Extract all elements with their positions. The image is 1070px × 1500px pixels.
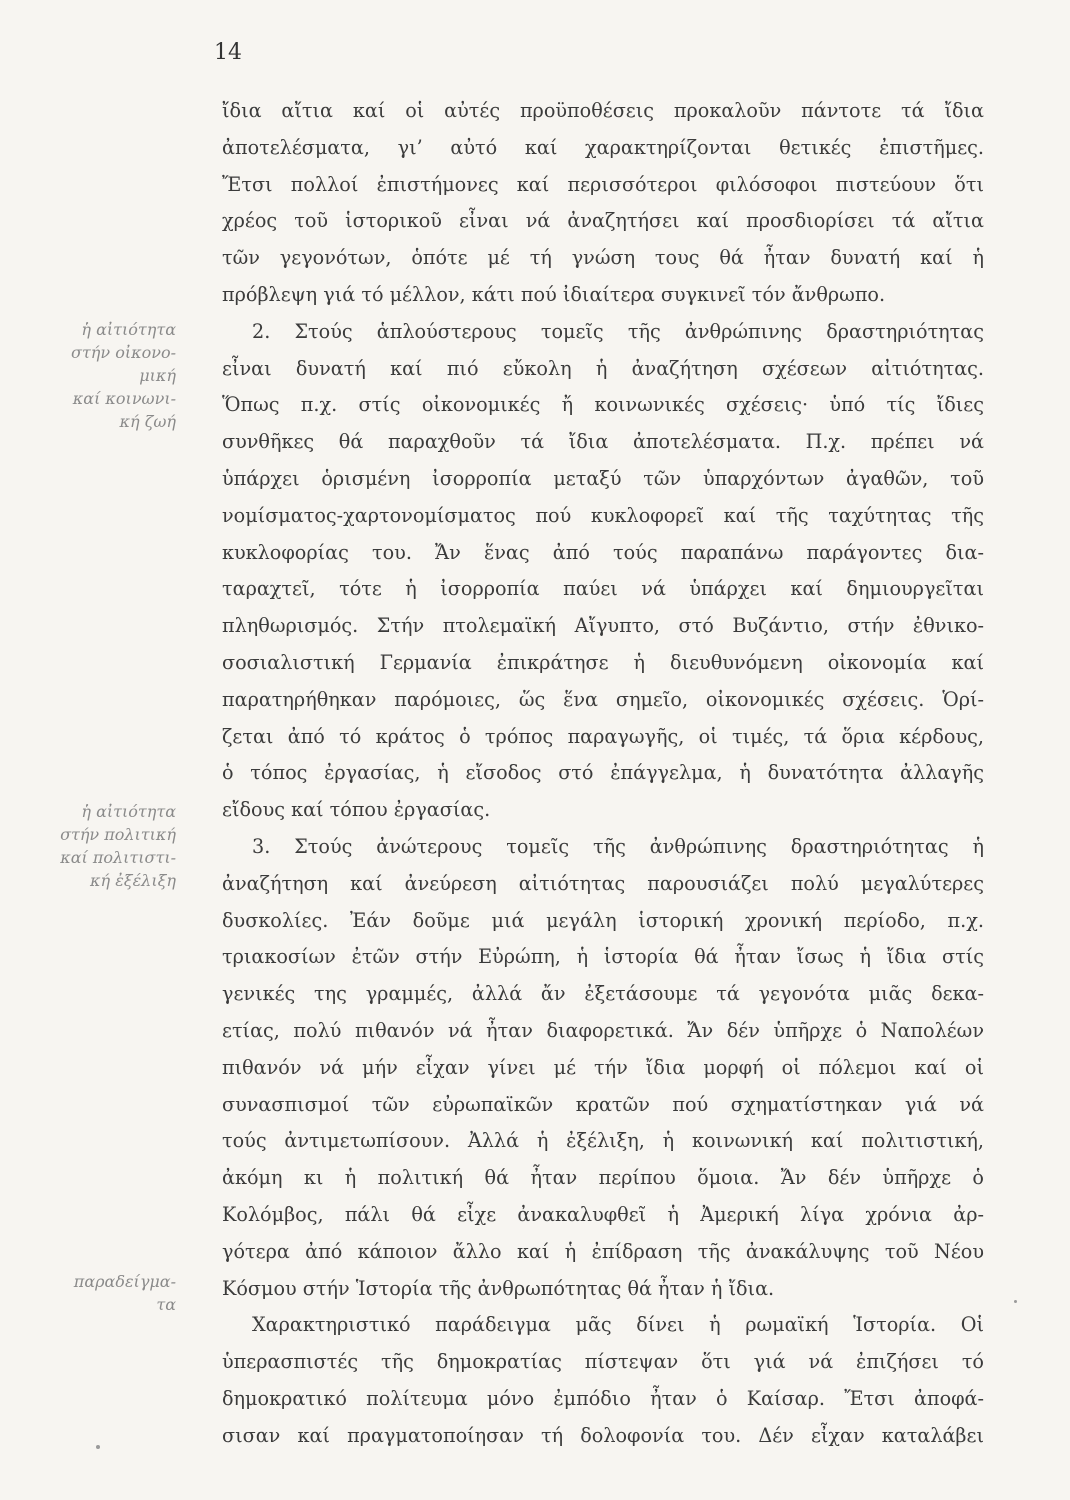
text-line: Χαρακτηριστικό παράδειγμα μᾶς δίνει ἡ ρωμαϊκή Ἱστορία. Οἱ <box>252 1313 984 1337</box>
margin-note-line: καί κοινωνι- <box>72 389 176 408</box>
margin-note-line: ἡ αἰτιότητα <box>81 320 176 339</box>
text-line: Ἔτσι πολλοί ἐπιστήμονες καί περισσότεροι φιλόσοφοι πιστεύουν ὅτι <box>222 172 984 196</box>
text-line: τριακοσίων ἐτῶν στήν Εὐρώπη, ἡ ἱστορία θά ἦταν ἴσως ἡ ἴδια στίς <box>222 945 984 969</box>
margin-note-line: κή ἐξέλιξη <box>90 871 176 890</box>
text-line: ὑπάρχει ὁρισμένη ἰσορροπία μεταξύ τῶν ὑπαρχόντων ἀγαθῶν, τοῦ <box>222 466 984 490</box>
text-line: παρατηρήθηκαν παρόμοιες, ὥς ἕνα σημεῖο, οἰκονομικές σχέσεις. Ὁρί- <box>222 687 984 711</box>
text-line: συνασπισμοί τῶν εὐρωπαϊκῶν κρατῶν πού σχηματίστηκαν γιά νά <box>222 1092 984 1116</box>
text-line: δυσκολίες. Ἐάν δοῦμε μιά μεγάλη ἱστορική χρονική περίοδο, π.χ. <box>222 908 984 932</box>
page-number: 14 <box>214 40 242 65</box>
text-line: τῶν γεγονότων, ὁπότε μέ τή γνώση τους θά ἦταν δυνατή καί ἡ <box>222 246 984 270</box>
text-line: κυκλοφορίας του. Ἄν ἕνας ἀπό τούς παραπάνω παράγοντες δια- <box>222 540 984 564</box>
text-line: 2. Στούς ἁπλούστερους τομεῖς τῆς ἀνθρώπινης δραστηριότητας <box>252 319 984 343</box>
margin-note-line: μική <box>139 366 176 385</box>
text-line: πιθανόν νά μήν εἶχαν γίνει μέ τήν ἴδια μορφή οἱ πόλεμοι καί οἱ <box>222 1055 984 1079</box>
body-text <box>222 93 984 1454</box>
text-line: σοσιαλιστική Γερμανία ἐπικράτησε ἡ διευθυνόμενη οἰκονομία καί <box>222 650 984 674</box>
text-line: συνθῆκες θά παραχθοῦν τά ἴδια ἀποτελέσματα. Π.χ. πρέπει νά <box>222 430 984 454</box>
margin-note-economic-causality <box>26 318 176 433</box>
text-line: γότερα ἀπό κάποιον ἄλλο καί ἡ ἐπίδραση τῆς ἀνακάλυψης τοῦ Νέου <box>222 1239 984 1263</box>
text-line: εἴδους καί τόπου ἐργασίας. <box>222 798 491 822</box>
margin-note-line: στήν πολιτική <box>60 825 176 844</box>
text-line: ἀκόμη κι ἡ πολιτική θά ἦταν περίπου ὅμοια. Ἄν δέν ὑπῆρχε ὁ <box>222 1166 984 1190</box>
text-line: νομίσματος-χαρτονομίσματος πού κυκλοφορεῖ καί τῆς ταχύτητας τῆς <box>222 503 984 527</box>
text-line: Κολόμβος, πάλι θά εἶχε ἀνακαλυφθεῖ ἡ Ἀμερική λίγα χρόνια ἀρ- <box>222 1202 984 1226</box>
text-line: τούς ἀντιμετωπίσουν. Ἀλλά ἡ ἐξέλιξη, ἡ κοινωνική καί πολιτιστική, <box>222 1129 984 1153</box>
text-line: ἀποτελέσματα, γι’ αὐτό καί χαρακτηρίζονται θετικές ἐπιστῆμες. <box>222 135 984 159</box>
text-line: ὑπερασπιστές τῆς δημοκρατίας πίστεψαν ὅτι γιά νά ἐπιζήσει τό <box>222 1350 984 1374</box>
text-line: δημοκρατικό πολίτευμα μόνο ἐμπόδιο ἦταν ὁ Καίσαρ. Ἔτσι ἀποφά- <box>222 1386 984 1410</box>
text-line: ζεται ἀπό τό κράτος ὁ τρόπος παραγωγῆς, οἱ τιμές, τά ὅρια κέρδους, <box>222 724 984 748</box>
text-line: σισαν καί πραγματοποίησαν τή δολοφονία του. Δέν εἶχαν καταλάβει <box>222 1423 984 1447</box>
margin-note-political-causality <box>26 800 176 892</box>
margin-note-line: ἡ αἰτιότητα <box>81 802 176 821</box>
text-line: γενικές της γραμμές, ἀλλά ἄν ἐξετάσουμε τά γεγονότα μιᾶς δεκα- <box>222 982 984 1006</box>
margin-note-line: παραδείγμα- <box>73 1272 176 1291</box>
scan-speck <box>1014 1300 1017 1303</box>
text-line: 3. Στούς ἀνώτερους τομεῖς τῆς ἀνθρώπινης δραστηριότητας ἡ <box>252 834 984 858</box>
text-line: ἴδια αἴτια καί οἱ αὐτές προϋποθέσεις προκαλοῦν πάντοτε τά ἴδια <box>222 99 984 122</box>
margin-note-examples <box>26 1270 176 1316</box>
text-line: χρέος τοῦ ἱστορικοῦ εἶναι νά ἀναζητήσει καί προσδιορίσει τά αἴτια <box>222 209 984 233</box>
text-line: πρόβλεψη γιά τό μέλλον, κάτι πού ἰδιαίτερα συγκινεῖ τόν ἄνθρωπο. <box>222 282 886 306</box>
text-line: πληθωρισμός. Στήν πτολεμαϊκή Αἴγυπτο, στό Βυζάντιο, στήν ἐθνικο- <box>222 614 984 638</box>
margin-note-line: στήν οἰκονο- <box>71 343 176 362</box>
text-line: ἀναζήτηση καί ἀνεύρεση αἰτιότητας παρουσιάζει πολύ μεγαλύτερες <box>222 871 984 895</box>
margin-note-line: καί πολιτιστι- <box>60 848 176 867</box>
text-line: Ὅπως π.χ. στίς οἰκονομικές ἤ κοινωνικές σχέσεις· ὑπό τίς ἴδιες <box>222 393 984 417</box>
text-line: Κόσμου στήν Ἱστορία τῆς ἀνθρωπότητας θά ἦταν ἡ ἴδια. <box>222 1276 775 1300</box>
margin-note-line: κή ζωή <box>119 412 176 431</box>
text-line: ετίας, πολύ πιθανόν νά ἦταν διαφορετικά. Ἄν δέν ὑπῆρχε ὁ Ναπολέων <box>222 1018 984 1042</box>
text-line: ταραχτεῖ, τότε ἡ ἰσορροπία παύει νά ὑπάρχει καί δημιουργεῖται <box>222 577 984 601</box>
margin-note-line: τα <box>156 1295 176 1314</box>
text-line: εἶναι δυνατή καί πιό εὔκολη ἡ ἀναζήτηση σχέσεων αἰτιότητας. <box>222 356 984 380</box>
text-line: ὁ τόπος ἐργασίας, ἡ εἴσοδος στό ἐπάγγελμα, ἡ δυνατότητα ἀλλαγῆς <box>222 761 984 785</box>
scan-speck <box>96 1445 100 1449</box>
